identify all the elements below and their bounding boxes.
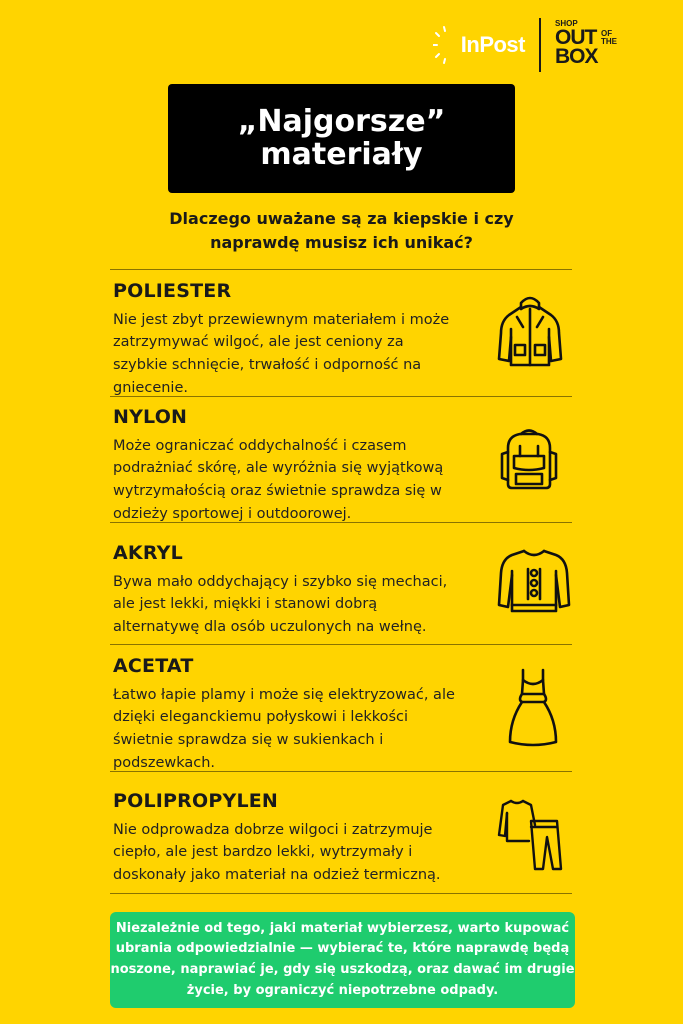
dress-icon bbox=[506, 668, 560, 748]
divider bbox=[110, 644, 572, 645]
title-banner bbox=[168, 84, 515, 193]
divider bbox=[110, 893, 572, 894]
sweater-icon bbox=[496, 547, 572, 615]
divider bbox=[110, 269, 572, 270]
logo-of-the-text: OF THE bbox=[601, 29, 617, 46]
backpack-icon bbox=[500, 428, 558, 490]
inpost-wordmark: InPost bbox=[460, 32, 525, 57]
section-heading: ACETAT bbox=[113, 655, 194, 677]
logo-box-text: BOX bbox=[555, 45, 598, 68]
brand-logos bbox=[433, 18, 627, 72]
logo-shop-text: SHOP bbox=[555, 19, 578, 28]
page-subtitle: Dlaczego uważane są za kiepskie i czy naprawdę musisz ich unikać? bbox=[169, 209, 514, 252]
out-of-the-box-logo bbox=[555, 21, 627, 69]
section-text: Może ograniczać oddychalność i czasem podrażniać skórę, ale wyróżnia się wyjątkową wytrzymałością oraz świetnie sprawdza się w odzieży sportowej i outdoorowej. bbox=[113, 437, 444, 522]
section-heading: POLIPROPYLEN bbox=[113, 790, 279, 812]
thermal-underwear-icon bbox=[497, 797, 565, 873]
inpost-logo bbox=[433, 25, 525, 65]
section-text: Łatwo łapie plamy i może się elektryzować, ale dzięki eleganckiemu połyskowi i lekkości świetnie sprawdza się w sukienkach i podszewkach. bbox=[113, 686, 455, 771]
logo-out-text: OUT bbox=[555, 26, 597, 49]
section-text: Bywa mało oddychający i szybko się mechaci, ale jest lekki, miękki i stanowi dobrą alternatywę dla osób uczulonych na wełnę. bbox=[113, 573, 448, 636]
jacket-icon bbox=[495, 293, 565, 369]
note-text: Niezależnie od tego, jaki materiał wybierzesz, warto kupować ubrania odpowiedzialnie — wybierać te, które naprawdę będą noszone, naprawiać je, gdy się uszkodzą, oraz dawać im drugie życie, by ograniczyć niepotrzebne odpady. bbox=[110, 920, 575, 998]
page-title: „Najgorsze” materiały bbox=[237, 104, 446, 172]
responsible-shopping-note bbox=[110, 912, 575, 1008]
section-text: Nie odprowadza dobrze wilgoci i zatrzymuje ciepło, ale jest bardzo lekki, wytrzymały i doskonały jako materiał na odzież termiczną. bbox=[113, 821, 441, 884]
inpost-sun-icon bbox=[433, 25, 459, 65]
section-text: Nie jest zbyt przewiewnym materiałem i może zatrzymywać wilgoć, ale jest ceniony za szybkie schnięcie, trwałość i odporność na gniecenie. bbox=[113, 311, 450, 396]
section-heading: NYLON bbox=[113, 406, 188, 428]
section-heading: POLIESTER bbox=[113, 280, 232, 302]
section-heading: AKRYL bbox=[113, 542, 183, 564]
logo-divider bbox=[539, 18, 541, 72]
